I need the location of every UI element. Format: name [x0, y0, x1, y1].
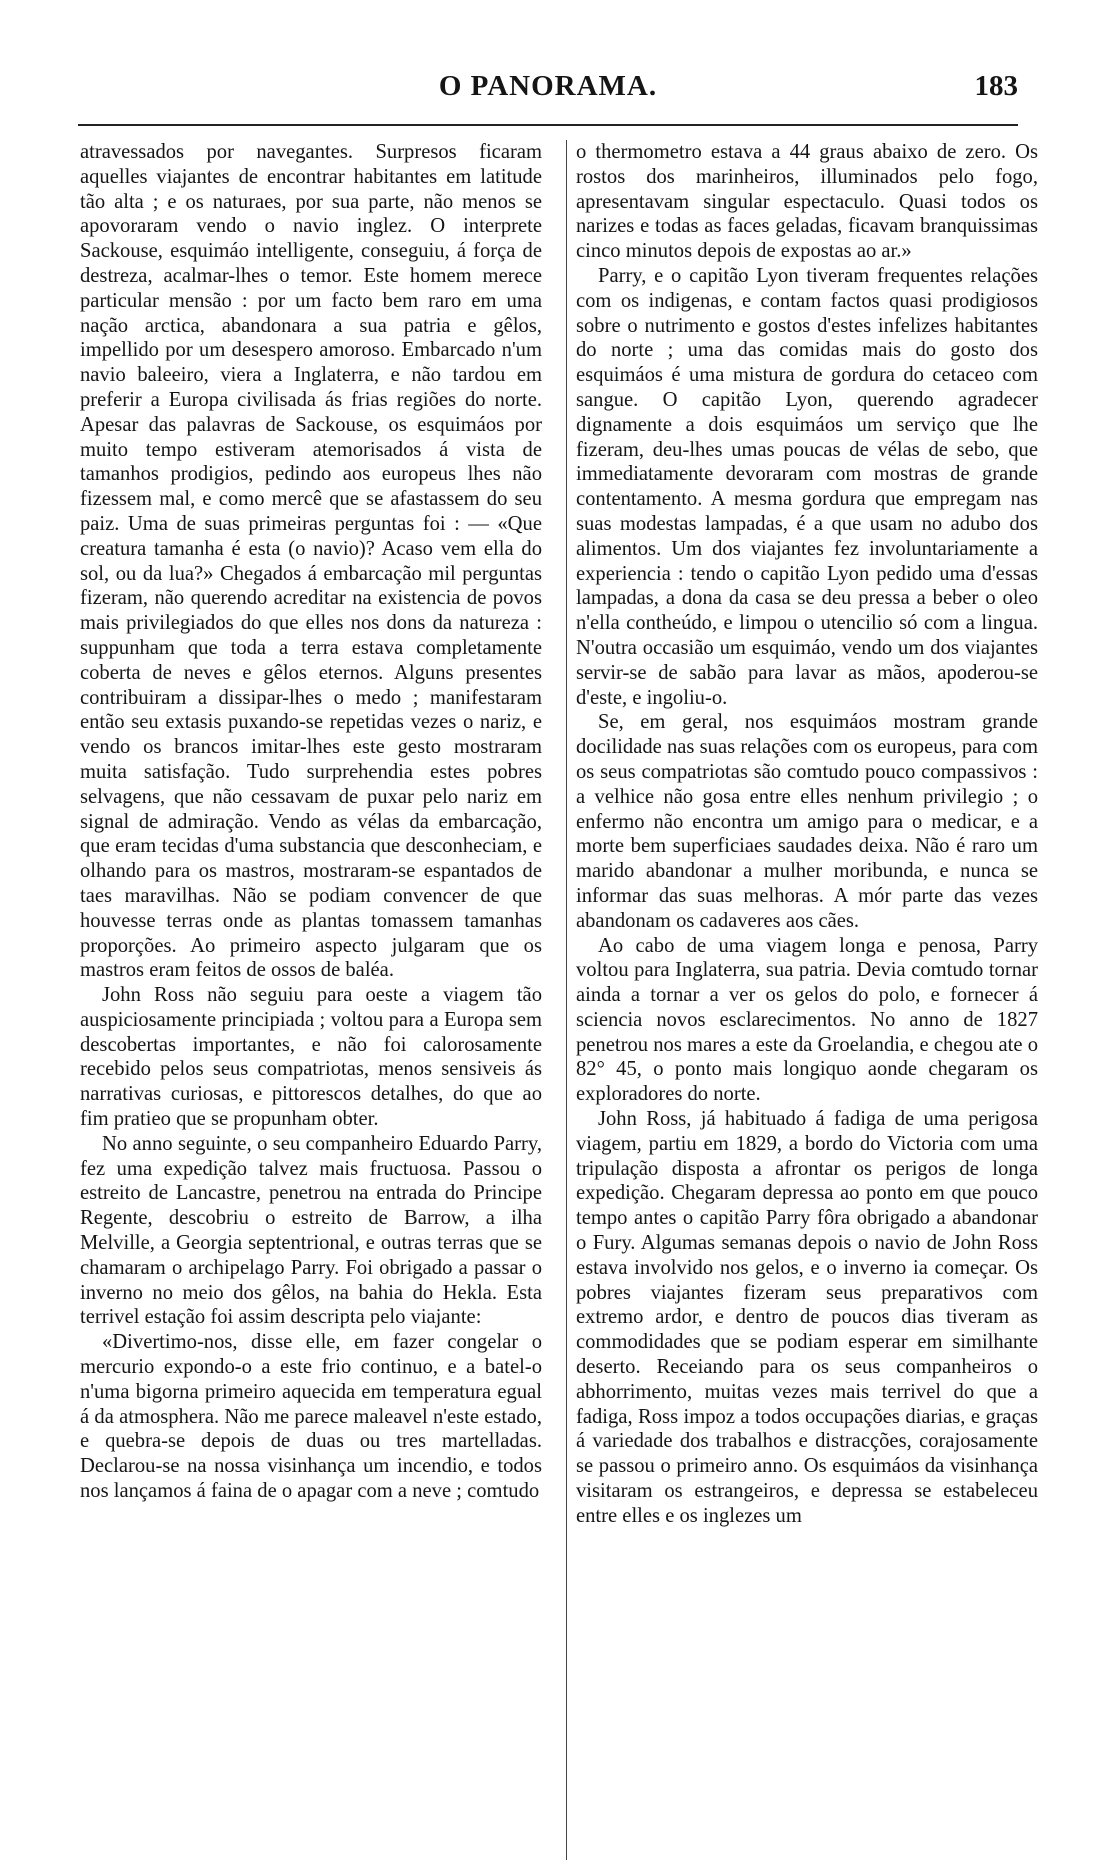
- page-number: 183: [974, 70, 1018, 102]
- page-header: [78, 62, 1018, 106]
- paragraph: Ao cabo de uma viagem longa e penosa, Parry voltou para Inglaterra, sua patria. Devia comtudo tornar ainda a tornar a ver os gelos do polo, e fornecer á sciencia novos esclarecimentos. No anno de 1827 penetrou nos mares a este da Groelandia, e chegou ate o 82° 45, o ponto mais longiquo aonde chegaram os exploradores do norte.: [576, 934, 1038, 1106]
- column-divider: [566, 140, 567, 1860]
- paragraph: atravessados por navegantes. Surpresos ficaram aquelles viajantes de encontrar habitantes em latitude tão alta ; e os naturaes, por sua parte, não menos se apovoraram vendo o navio inglez. O interprete Sackouse, esquimáo intelligente, conseguiu, á força de destreza, acalmar-lhes o temor. Este homem merece particular mensão : por um facto bem raro em uma nação arctica, abandonara a sua patria e gêlos, impellido por um desespero amoroso. Embarcado n'um navio baleeiro, viera a Inglaterra, e não tardou em preferir a Europa civilisada ás frias regiões do norte. Apesar das palavras de Sackouse, os esquimáos por muito tempo estiveram atemorisados á vista de tamanhos prodigios, pedindo aos europeus lhes não fizessem mal, e como mercê que se afastassem do seu paiz. Uma de suas primeiras perguntas foi : — «Que creatura tamanha é esta (o navio)? Acaso vem ella do sol, ou da lua?» Chegados á embarcação mil perguntas fizeram, não querendo acreditar na existencia de povos mais privilegiados do que elles nos dons da natureza : suppunham que toda a terra estava completamente coberta de neves e gêlos eternos. Alguns presentes contribuiram a dissipar-lhes o medo ; manifestaram então seu extasis puxando-se repetidas vezes o nariz, e vendo os brancos imitar-lhes este gesto mostraram muita satisfação. Tudo surprehendia estes pobres selvagens, que não cessavam de puxar pelo nariz em signal de admiração. Vendo as vélas da embarcação, que eram tecidas d'uma substancia que desconheciam, e olhando para os mastros, mostraram-se espantados de taes maravilhas. Não se podiam convencer de que houvesse terras onde as plantas tomassem tamanhas proporções. Ao primeiro aspecto julgaram que os mastros eram feitos de ossos de baléa.: [80, 141, 542, 982]
- paragraph: No anno seguinte, o seu companheiro Eduardo Parry, fez uma expedição talvez mais fructuosa. Passou o estreito de Lancastre, penetrou na entrada do Principe Regente, descobriu o estreito de Barrow, a ilha Melville, a Georgia septentrional, e outras terras que se chamaram o archipelago Parry. Foi obrigado a passar o inverno no meio dos gêlos, na bahia do Hekla. Esta terrivel estação foi assim descripta pelo viajante:: [80, 1132, 542, 1329]
- paragraph: John Ross, já habituado á fadiga de uma perigosa viagem, partiu em 1829, a bordo do Victoria com uma tripulação disposta a afrontar os perigos de longa expedição. Chegaram depressa ao ponto em que pouco tempo antes o capitão Parry fôra obrigado a abandonar o Fury. Algumas semanas depois o navio de John Ross estava involvido nos gelos, e o inverno ia começar. Os pobres viajantes fizeram seus preparativos com extremo ardor, e dentro de poucos dias tiveram as commodidades que se podiam esperar em similhante deserto. Receiando para os seus companheiros o abhorrimento, muitas vezes mais terrivel do que a fadiga, Ross impoz a todos occupações diarias, e graças á variedade dos trabalhos e distracções, corajosamente se passou o primeiro anno. Os esquimáos da visinhança visitaram os estrangeiros, e depressa se estabeleceu entre elles e os inglezes um: [576, 1108, 1038, 1527]
- paragraph: Parry, e o capitão Lyon tiveram frequentes relações com os indigenas, e contam factos quasi prodigiosos sobre o nutrimento e gostos d'estes infelizes habitantes do norte ; uma das comidas mais do gosto dos esquimáos é uma mistura de gordura do cetaceo com sangue. O capitão Lyon, querendo agradecer dignamente a dois esquimáos um serviço que lhe fizeram, deu-lhes umas poucas de vélas de sebo, que immediatamente devoraram com mostras de grande contentamento. A mesma gordura que empregam nas suas modestas lampadas, é a que usam no adubo dos alimentos. Um dos viajantes fez involuntariamente a experiencia : tendo o capitão Lyon pedido uma d'essas lampadas, a dona da casa se deu pressa a beber o oleo n'ella contheúdo, e limpou o utencilio só com a lingua. N'outra occasião um esquimáo, vendo um dos viajantes servir-se de sabão para lavar as mãos, apoderou-se d'este, e ingoliu-o.: [576, 264, 1038, 709]
- header-rule: [78, 124, 1018, 126]
- paragraph: «Divertimo-nos, disse elle, em fazer congelar o mercurio expondo-o a este frio continuo, e a batel-o n'uma bigorna primeiro aquecida em temperatura egual á da atmosphera. Não me parece maleavel n'este estado, e quebra-se depois de duas ou tres martelladas. Declarou-se na nossa visinhança um incendio, e todos nos lançamos á faina de o apagar com a neve ; comtudo: [80, 1331, 542, 1503]
- periodical-title: O PANORAMA.: [438, 70, 658, 102]
- paragraph: o thermometro estava a 44 graus abaixo de zero. Os rostos dos marinheiros, illuminados pelo fogo, apresentavam singular espectaculo. Quasi todos os narizes e todas as faces geladas, ficavam branquissimas cinco minutos depois de expostas ao ar.»: [576, 141, 1038, 263]
- left-column: [80, 140, 542, 1504]
- paragraph: Se, em geral, nos esquimáos mostram grande docilidade nas suas relações com os europeus, para com os seus compatriotas são comtudo pouco compassivos : a velhice não gosa entre elles nenhum privilegio ; o enfermo não encontra um amigo para o medicar, e a morte bem superficiaes saudades deixa. Não é raro um marido abandonar a mulher moribunda, e nunca se informar das suas melhoras. A mór parte das vezes abandonam os cadaveres aos cães.: [576, 711, 1038, 932]
- paragraph: John Ross não seguiu para oeste a viagem tão auspiciosamente principiada ; voltou para a Europa sem descobertas importantes, e não foi calorosamente recebido pelos seus compatriotas, menos sensiveis ás narrativas curiosas, e pittorescos detalhes, do que ao fim pratieo que se propunham obter.: [80, 984, 542, 1131]
- right-column: [576, 140, 1038, 1529]
